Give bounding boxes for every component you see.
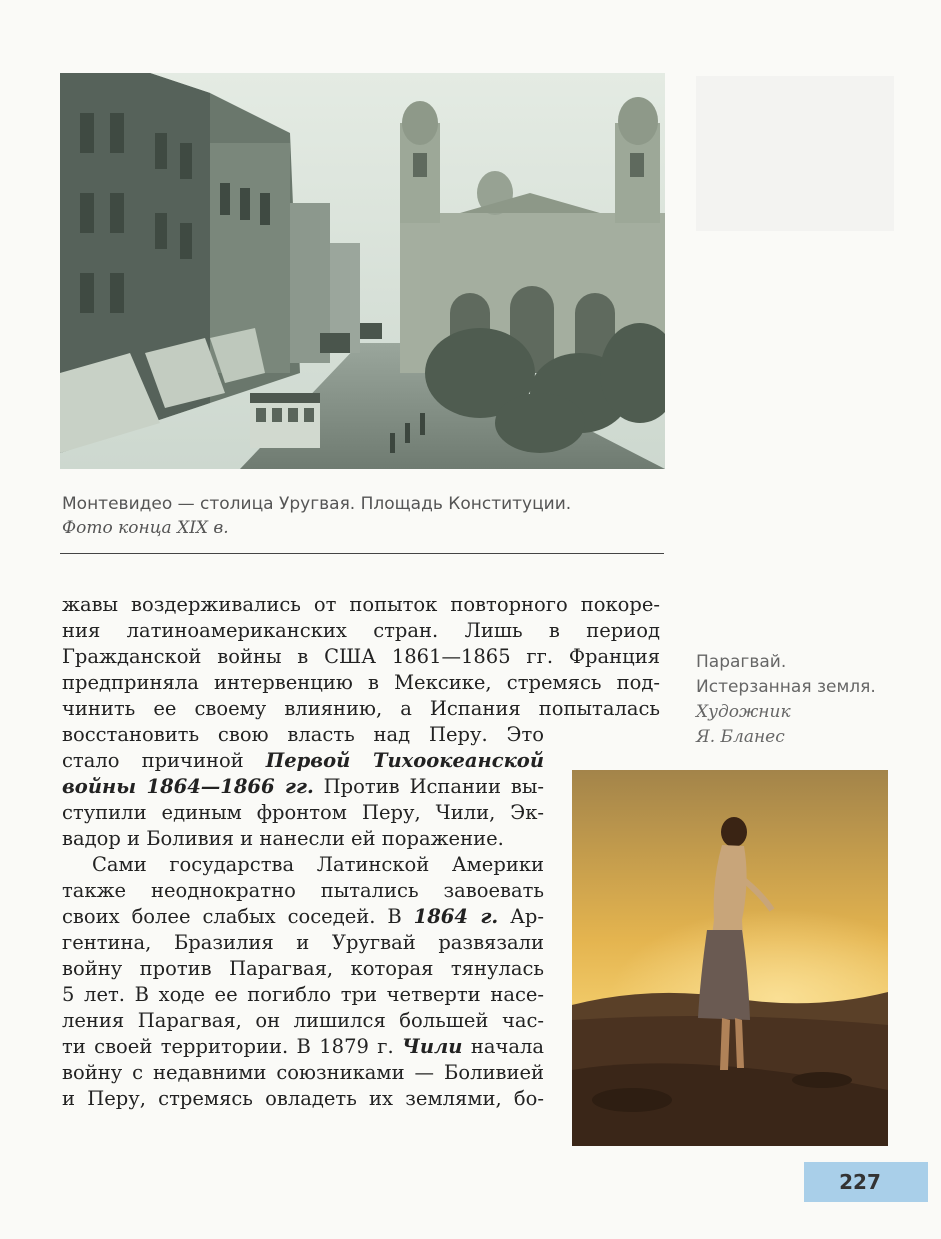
text-line: вадор и Боливия и нанесли ей поражение. xyxy=(62,827,504,850)
term-year-1864: 1864 г. xyxy=(413,905,499,928)
painting-caption-artist-label: Художник xyxy=(696,702,791,722)
term-chile: Чили xyxy=(402,1035,463,1058)
painting-caption-title-1: Парагвай. xyxy=(696,652,787,672)
text-line: ния латиноамериканских стран. Лишь в период xyxy=(62,619,660,642)
text-run: начала xyxy=(462,1035,545,1058)
text-line xyxy=(62,774,544,800)
page-number: 227 xyxy=(839,1170,881,1194)
photo-caption-title: Монтевидео — столица Уругвая. Площадь Конституции. xyxy=(62,494,572,514)
caption-divider xyxy=(60,553,664,554)
text-run: стало причиной xyxy=(62,749,266,772)
text-run: своих более слабых соседей. В xyxy=(62,905,414,928)
text-run: Против Испании вы- xyxy=(313,775,544,798)
text-line: ступили единым фронтом Перу, Чили, Эк- xyxy=(62,801,544,824)
text-line: также неоднократно пытались завоевать xyxy=(62,879,544,902)
text-line: войну с недавними союзниками — Боливией xyxy=(62,1061,544,1084)
text-line xyxy=(62,904,544,930)
text-line xyxy=(62,748,544,774)
text-line: Гражданской войны в США 1861—1865 гг. Франция xyxy=(62,645,660,668)
painting-caption xyxy=(696,650,896,750)
text-line: чинить ее своему влиянию, а Испания попыталась xyxy=(62,697,660,720)
body-text-narrow xyxy=(62,722,544,1112)
text-line: восстановить свою власть над Перу. Это xyxy=(62,723,544,746)
painting-caption-title-2: Истерзанная земля. xyxy=(696,677,876,697)
text-line: гентина, Бразилия и Уругвай развязали xyxy=(62,931,544,954)
text-line xyxy=(62,1034,544,1060)
text-line: предприняла интервенцию в Мексике, стремясь под- xyxy=(62,671,660,694)
painting-caption-artist-name: Я. Бланес xyxy=(696,727,785,747)
term-war-dates: войны 1864—1866 гг. xyxy=(62,775,314,798)
text-run: ти своей территории. В 1879 г. xyxy=(62,1035,403,1058)
text-line: ления Парагвая, он лишился большей час- xyxy=(62,1009,544,1032)
term-first-pacific-war: Первой Тихоокеанской xyxy=(265,749,544,772)
text-line: 5 лет. В ходе ее погибло три четверти насе- xyxy=(62,983,544,1006)
margin-box xyxy=(696,76,894,231)
montevideo-photo xyxy=(60,73,665,469)
text-line: и Перу, стремясь овладеть их землями, бо- xyxy=(62,1087,544,1110)
text-line: Сами государства Латинской Америки xyxy=(92,853,544,876)
text-line: войну против Парагвая, которая тянулась xyxy=(62,957,544,980)
photo-caption-subtitle: Фото конца XIX в. xyxy=(62,518,229,538)
text-run: Ар- xyxy=(498,905,544,928)
text-line: жавы воздерживались от попыток повторного покоре- xyxy=(62,593,660,616)
body-text-wide xyxy=(62,592,660,722)
paraguay-painting xyxy=(572,770,888,1146)
photo-caption xyxy=(62,492,662,540)
